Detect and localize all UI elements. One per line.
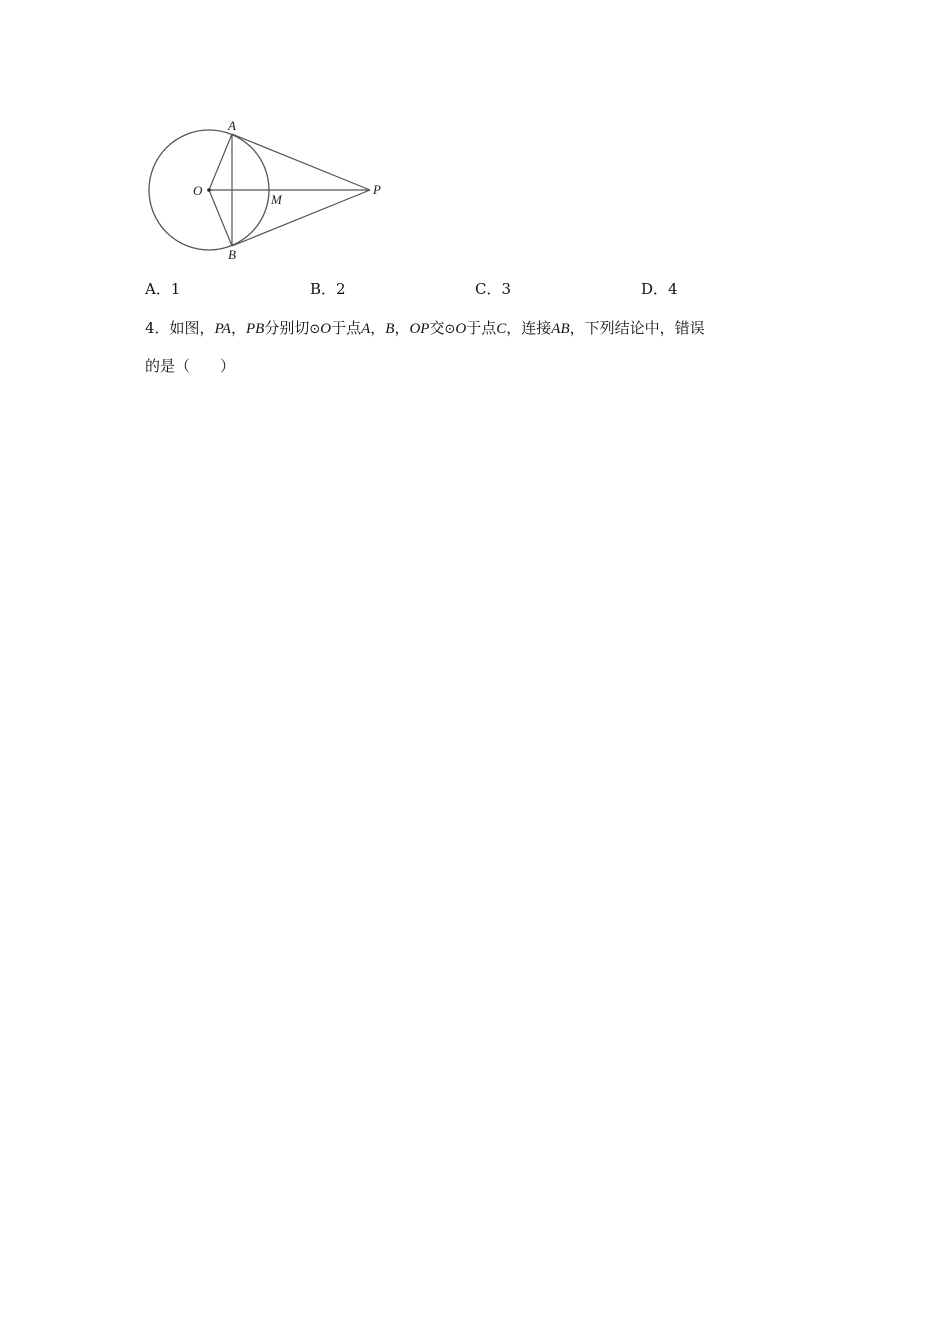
label-p: P — [373, 182, 381, 197]
question-text: ，连接 — [506, 319, 552, 337]
option-b — [310, 278, 346, 299]
option-letter: A． — [145, 280, 171, 298]
option-value: 2 — [336, 280, 346, 298]
segment-pa — [232, 134, 370, 190]
option-value: 4 — [668, 280, 678, 298]
option-value: 3 — [501, 280, 512, 298]
option-d — [641, 278, 678, 299]
question-text: 于点 — [466, 319, 497, 337]
segment-oa — [209, 134, 232, 190]
circle-tangent-diagram — [140, 115, 390, 265]
math-pa: PA — [214, 321, 231, 337]
label-m: M — [271, 192, 282, 207]
math-op: OP — [409, 321, 430, 337]
question-number: 4． — [145, 319, 170, 337]
geometry-figure — [140, 115, 390, 265]
math-c: C — [496, 321, 507, 337]
question-text: ， — [370, 319, 386, 337]
segment-ob — [209, 190, 232, 246]
math-b: B — [385, 321, 395, 337]
segment-pb — [232, 190, 370, 246]
question-text: 于点 — [331, 319, 362, 337]
question-line-1 — [145, 310, 805, 348]
question-line-2: 的是（ ） — [145, 357, 236, 375]
question-4 — [145, 310, 805, 384]
label-o: O — [193, 183, 203, 198]
question-text: 如图， — [169, 319, 215, 337]
question-text: ， — [394, 319, 410, 337]
math-a: A — [361, 321, 371, 337]
option-value: 1 — [170, 280, 181, 298]
circle-dot-symbol: ⊙ — [309, 322, 321, 337]
math-o: O — [320, 321, 332, 337]
answer-options — [145, 278, 845, 298]
option-letter: C． — [475, 280, 502, 298]
question-text: ，下列结论中，错误 — [569, 319, 705, 337]
option-letter: D． — [641, 280, 669, 298]
question-text: 交 — [429, 319, 445, 337]
math-pb: PB — [245, 321, 265, 337]
center-point-o — [207, 188, 211, 192]
option-letter: B． — [310, 280, 337, 298]
math-o: O — [455, 321, 467, 337]
circle-dot-symbol: ⊙ — [444, 322, 456, 337]
option-c — [475, 278, 511, 299]
math-ab: AB — [551, 321, 570, 337]
label-a: A — [228, 118, 236, 133]
question-text: 分别切 — [264, 319, 310, 337]
question-text: ， — [230, 319, 246, 337]
label-b: B — [228, 247, 236, 262]
option-a — [145, 278, 180, 299]
